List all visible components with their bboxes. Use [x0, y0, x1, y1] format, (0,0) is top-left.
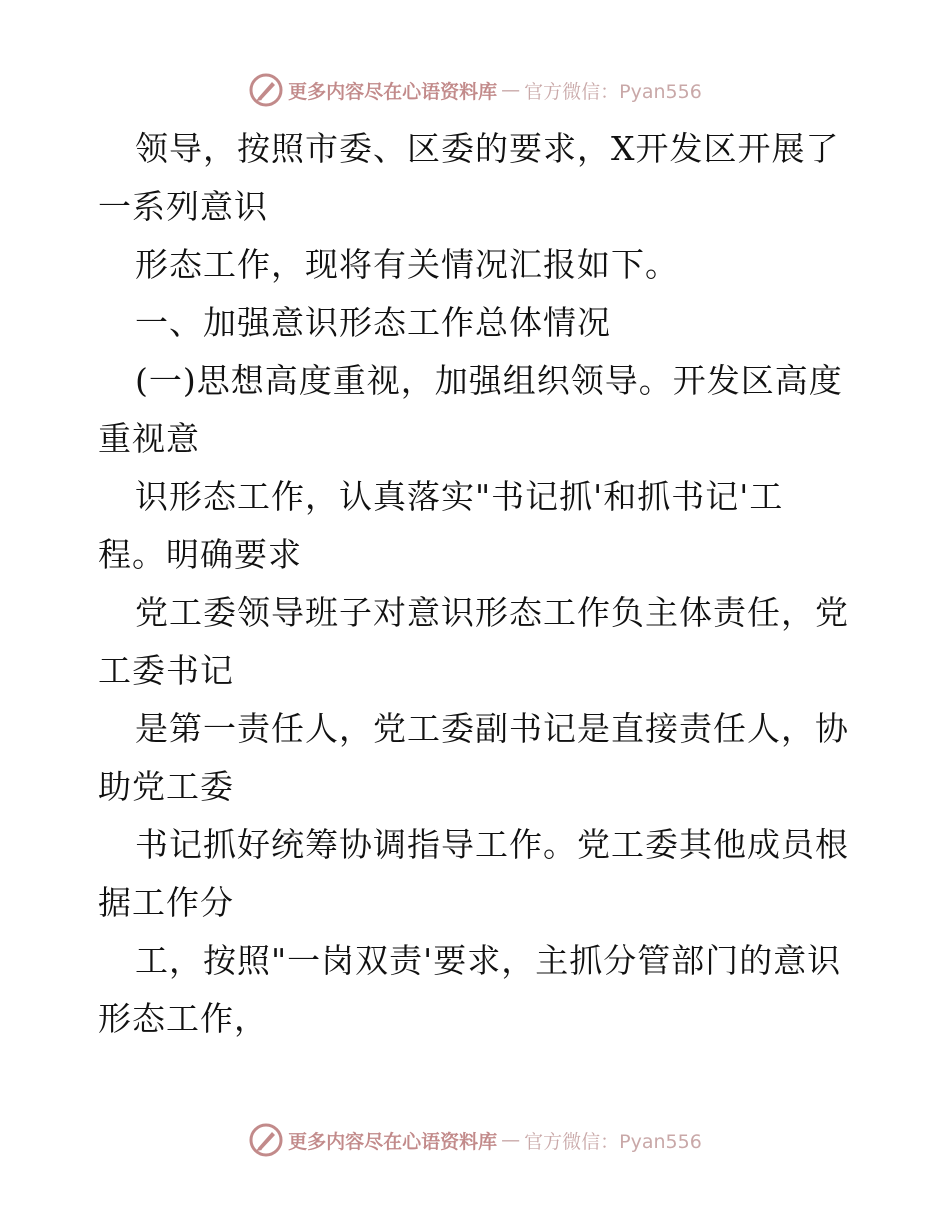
watermark-separator: —: [501, 1129, 521, 1151]
watermark-banner-bottom: [0, 1120, 950, 1160]
text-line: 党工委领导班子对意识形态工作负主体责任，党: [135, 593, 849, 632]
text-line: 助党工委: [98, 767, 234, 806]
pen-quill-logo-icon: [248, 1122, 284, 1158]
watermark-banner-top: [0, 70, 950, 110]
text-line: 形态工作，现将有关情况汇报如下。: [135, 245, 679, 284]
text-line: 程。明确要求: [98, 535, 302, 574]
text-line: 工，按照"一岗双责'要求，主抓分管部门的意识: [135, 941, 842, 980]
text-line: 是第一责任人，党工委副书记是直接责任人，协: [135, 709, 849, 748]
text-line: 重视意: [98, 419, 200, 458]
text-line: 一系列意识: [98, 187, 268, 226]
document-body: [98, 120, 858, 1048]
watermark-brand: 更多内容尽在心语资料库: [288, 80, 498, 103]
text-line: 工委书记: [98, 651, 234, 690]
text-line: 领导，按照市委、区委的要求，X开发区开展了: [135, 129, 840, 168]
text-line: 据工作分: [98, 883, 234, 922]
watermark-wechat: 官方微信：Pyan556: [524, 80, 702, 103]
watermark-separator: —: [501, 79, 521, 101]
section-heading: 一、加强意识形态工作总体情况: [135, 303, 611, 342]
watermark-brand: 更多内容尽在心语资料库: [288, 1130, 498, 1153]
text-line: 形态工作，: [98, 999, 268, 1038]
text-line: 识形态工作，认真落实"书记抓'和抓书记'工: [135, 477, 784, 516]
text-line: (一)思想高度重视，加强组织领导。开发区高度: [135, 361, 843, 400]
pen-quill-logo-icon: [248, 72, 284, 108]
text-line: 书记抓好统筹协调指导工作。党工委其他成员根: [135, 825, 849, 864]
watermark-wechat: 官方微信：Pyan556: [524, 1130, 702, 1153]
